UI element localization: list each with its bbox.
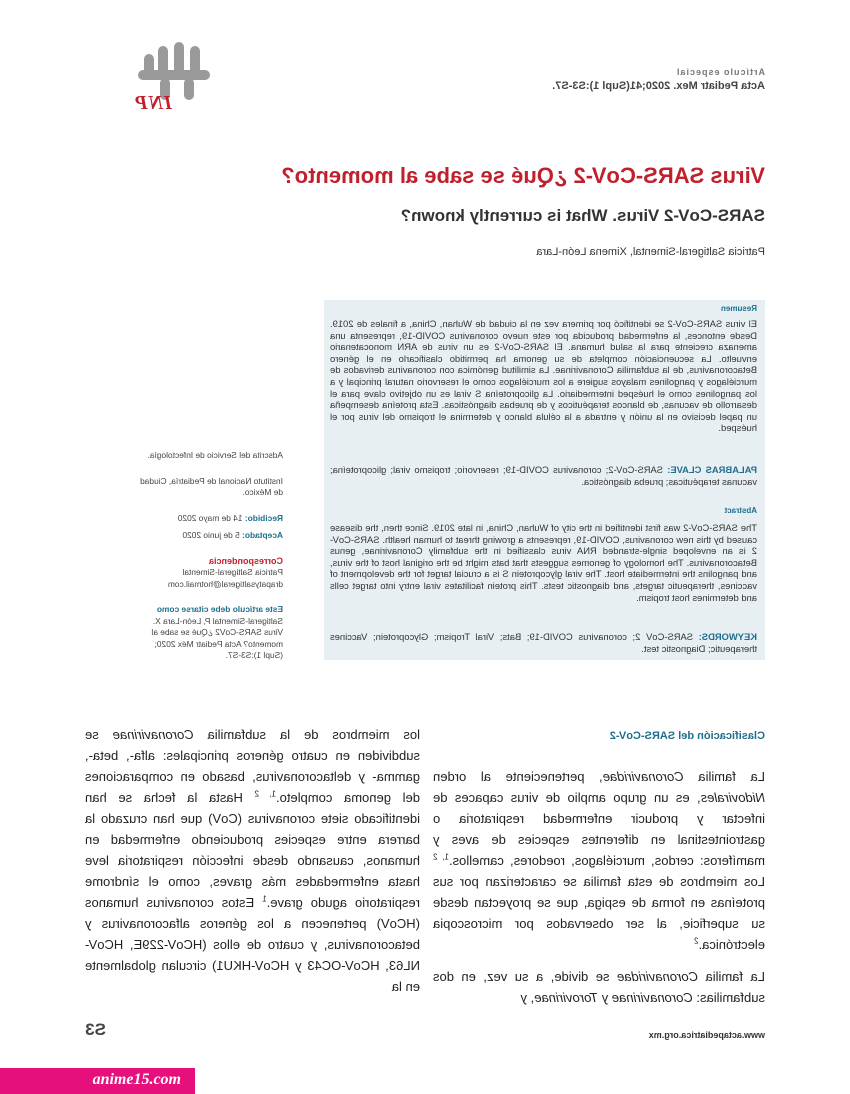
keywords — [330, 631, 757, 654]
correspondence-email[interactable]: drapatysaltigeral@hotmail.com — [167, 578, 283, 589]
section-heading: Clasificación del SARS-CoV-2 — [609, 730, 765, 742]
affiliation-1: Adscrita del Servicio de Infectología. — [147, 450, 283, 460]
cite-text: Saltigeral-Simental P, León-Lara X. Virus SARS-CoV2 ¿Qué se sabe al momento? Acta Pediatr Méx 2020; (Supl 1):S3-S7. — [151, 615, 283, 660]
resumen-text: El virus SARS-CoV-2 se identificó por primera vez en la ciudad de Wuhan, China, a finales de 2019. Desde entonces, la enfermedad producida por este nuevo coronavirus COVID-19, representa una amenaza creciente para la salud humana. El SARS-CoV-2 es un virus de ARN monocatenario envuelto. La secuenciación completa de su genoma ha permitido clasificarlo en el género Betacoronavirus, de la subfamilia Coronavirinae. La similitud genómica con coronavirus derivados de murciélagos y pangolines malayos sugiere a los murciélagos como el reservorio natural principal y a los pangolines como el huésped intermediario. La glicoproteína S viral es un objetivo clave para el desarrollo de vacunas, de blancos terapéuticos y de pruebas diagnósticas. Esta proteína desempeña un papel decisivo en la unión y entrada a la célula blanco y determina el tropismo del virus por el huésped. — [330, 318, 757, 434]
affiliation-2: Instituto Nacional de Pediatría, Ciudad de México. — [140, 475, 283, 497]
correspondence-name: Patricia Saltigeral-Simental — [182, 567, 283, 577]
received — [133, 513, 283, 525]
received-label: Recibido: — [244, 512, 283, 523]
correspondence — [133, 556, 283, 591]
palabras-label: PALABRAS CLAVE: — [667, 464, 757, 475]
accepted-label: Aceptado: — [242, 530, 283, 540]
received-date: 14 de mayo 2020 — [177, 512, 243, 523]
body-right-paragraph: los miembros de la subfamilia Coronavirinae se subdividen en cuatro géneros principales: alfa-, beta-, gamma- y deltacoronavirus, basado en comparaciones del genoma completo.$^{1, 2}$ Hasta la fecha se han identificado siete coronavirus (CoV) que han cruzado la barrera entre especies produciendo enfermedad en humanos, causando desde infección respiratoria leve hasta enfermedades más graves, como el síndrome respiratorio agudo grave.$^1$ Estos coronavirus humanos (HCoV) pertenecen a los géneros alfacoronavirus y betacoronavirus, y cuatro de ellos (HCoV-229E, HCoV-NL63, HCoV-OC43 y HCoV-HKU1) circulan globalmente en la — [85, 727, 420, 994]
title-spanish: Virus SARS-CoV-2 ¿Qué se sabe al momento? — [281, 163, 765, 188]
watermark-text: anime15.com — [92, 1071, 181, 1088]
abstract-heading: Abstract — [724, 506, 757, 515]
sidebar — [133, 450, 283, 676]
correspondence-heading: Correspondencia — [208, 555, 283, 566]
keywords-label: KEYWORDS: — [698, 631, 757, 642]
body-left-paragraph-1: La familia Coronaviridae, perteneciente al orden Nidovirales, es un grupo amplio de virus capaces de infectar y producir enfermedad respiratoria o gastrointestinal en diferentes especies de aves y mamíferos: cerdos, murciélagos, roedores, camellos.$^{1, 2}$ Los miembros de esta familia se caracterizan por sus proteínas en forma de espiga, que se proyectan desde su superficie, al ser observados por microscopia electrónica.$^2$ — [433, 769, 765, 952]
accepted — [133, 530, 283, 542]
section-label: Artículo especial — [675, 67, 765, 77]
watermark — [0, 1068, 195, 1094]
resumen-heading: Resumen — [720, 304, 757, 313]
cite-as — [133, 604, 283, 662]
abstract-box — [324, 300, 765, 660]
logo-text: INP — [134, 92, 172, 114]
page-number: S3 — [85, 1020, 106, 1039]
journal-url[interactable]: www.actapediatrica.org.mx — [648, 1030, 765, 1040]
palabras-text: SARS-CoV-2; coronavirus COVID-19; reservorio; tropismo viral; glicoproteína; vacunas terapéuticas; prueba diagnóstica. — [330, 464, 757, 487]
palabras-clave — [330, 464, 757, 487]
cite-heading: Este artículo debe citarse como — [156, 604, 283, 614]
abstract-text: The SARS-CoV-2 was first identified in the city of Wuhan, China, in late 2019. Since then, the disease caused by this new coronavirus, COVID-19, represents a growing threat to human health. SARS-CoV-2 is an enveloped single-stranded RNA virus classified in the subfamily Coronavirinae, genus Betacoronavirus. The homology of genomes suggests that bats might be the original host of the virus, and pangolins the intermediate host. The viral glycoprotein S is a crucial target for the development of vaccines, therapeutic targets, and diagnostic tests. This protein facilitates viral entry into target cells and determines host tropism. — [330, 522, 757, 603]
authors: Patricia Saltigeral-Simental, Ximena León-Lara — [536, 246, 765, 258]
accepted-date: 5 de junio 2020 — [182, 530, 240, 540]
journal-citation: Acta Pediatr Mex. 2020;41(Supl 1):S3-S7. — [552, 80, 765, 92]
title-english: SARS-CoV-2 Virus. What is currently known? — [400, 206, 765, 225]
keywords-text: SARS-CoV 2; coronavirus COVID-19; Bats; Viral Tropism; Glycoprotein; Vaccines therapeutic; Diagnostic test. — [330, 631, 757, 654]
body-left-paragraph-2: La familia Coronaviridae se divide, a su vez, en dos subfamilias: Coronavirinae y Torovirinae, y — [432, 969, 765, 1005]
